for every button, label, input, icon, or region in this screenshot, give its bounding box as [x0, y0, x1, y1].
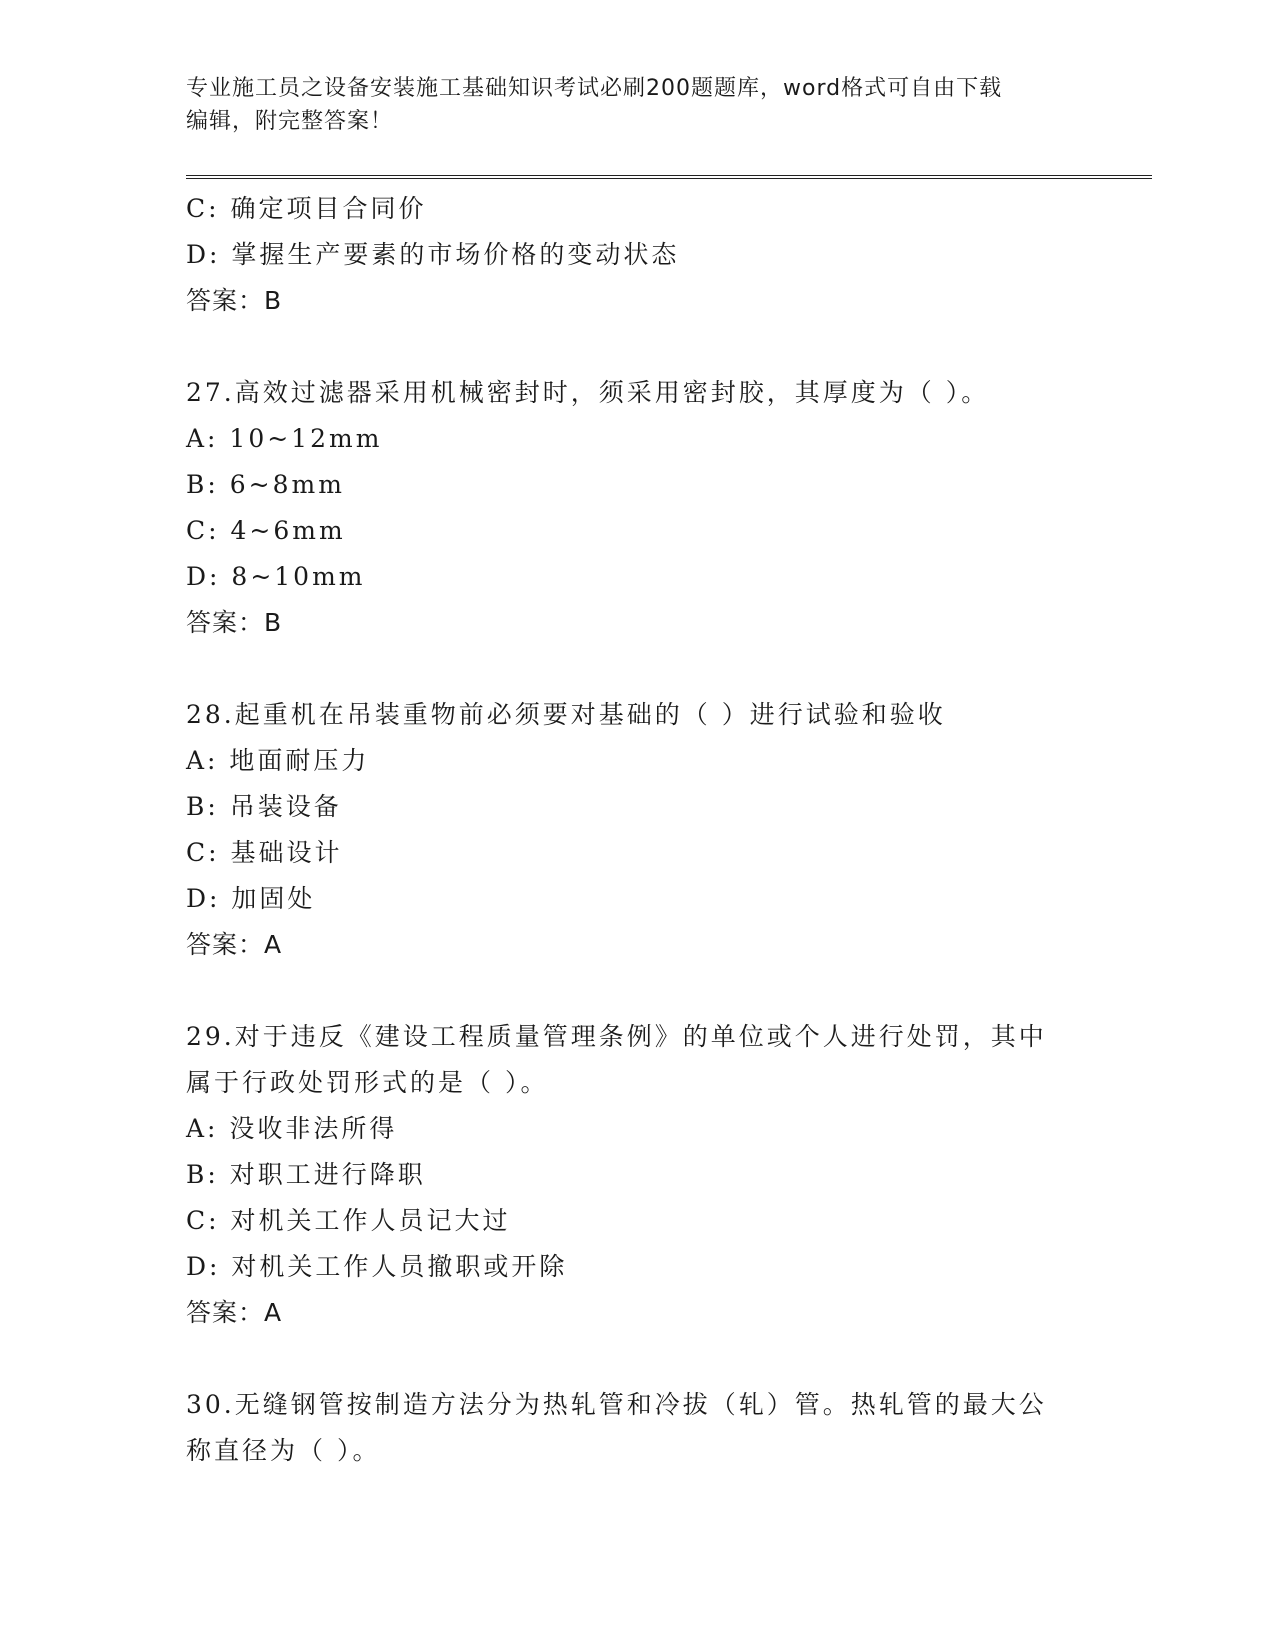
spacer — [186, 968, 1086, 1014]
header-title-line-1: 专业施工员之设备安装施工基础知识考试必刷200题题库，word格式可自由下载 — [186, 76, 1003, 101]
question-stem-line-2: 称直径为（ ）。 — [186, 1436, 381, 1465]
question-30 — [186, 1382, 1086, 1474]
spacer — [186, 324, 1086, 370]
question-stem: 27.高效过滤器采用机械密封时，须采用密封胶，其厚度为（ ）。 — [186, 378, 990, 407]
option-b: B: 对职工进行降职 — [186, 1160, 426, 1189]
option-c: C: 对机关工作人员记大过 — [186, 1206, 511, 1235]
answer: 答案：B — [186, 286, 283, 315]
spacer — [186, 646, 1086, 692]
header-title-line-2: 编辑，附完整答案！ — [186, 109, 394, 134]
answer: 答案：A — [186, 1298, 283, 1327]
option-b: B: 吊装设备 — [186, 792, 342, 821]
spacer — [186, 1336, 1086, 1382]
header-divider — [186, 175, 1152, 179]
option-c: C: 基础设计 — [186, 838, 343, 867]
option-a: A: 10~12mm — [186, 424, 383, 453]
option-c: C: 4~6mm — [186, 516, 346, 545]
question-29 — [186, 1014, 1086, 1336]
option-b: B: 6~8mm — [186, 470, 345, 499]
question-27 — [186, 370, 1086, 646]
question-stem-line-1: 29.对于违反《建设工程质量管理条例》的单位或个人进行处罚，其中 — [186, 1022, 1047, 1051]
answer: 答案：B — [186, 608, 283, 637]
question-26-tail — [186, 186, 1086, 324]
option-d: D: 加固处 — [186, 884, 316, 913]
document-header — [186, 72, 1086, 138]
option-d: D: 8~10mm — [186, 562, 366, 591]
question-stem-line-1: 30.无缝钢管按制造方法分为热轧管和冷拔（轧）管。热轧管的最大公 — [186, 1390, 1047, 1419]
document-body — [186, 186, 1086, 1474]
option-a: A: 地面耐压力 — [186, 746, 370, 775]
option-c: C: 确定项目合同价 — [186, 194, 427, 223]
question-stem-line-2: 属于行政处罚形式的是（ ）。 — [186, 1068, 549, 1097]
option-d: D: 对机关工作人员撤职或开除 — [186, 1252, 568, 1281]
option-a: A: 没收非法所得 — [186, 1114, 398, 1143]
option-d: D: 掌握生产要素的市场价格的变动状态 — [186, 240, 680, 269]
question-28 — [186, 692, 1086, 968]
answer: 答案：A — [186, 930, 283, 959]
question-stem: 28.起重机在吊装重物前必须要对基础的（ ）进行试验和验收 — [186, 700, 946, 729]
